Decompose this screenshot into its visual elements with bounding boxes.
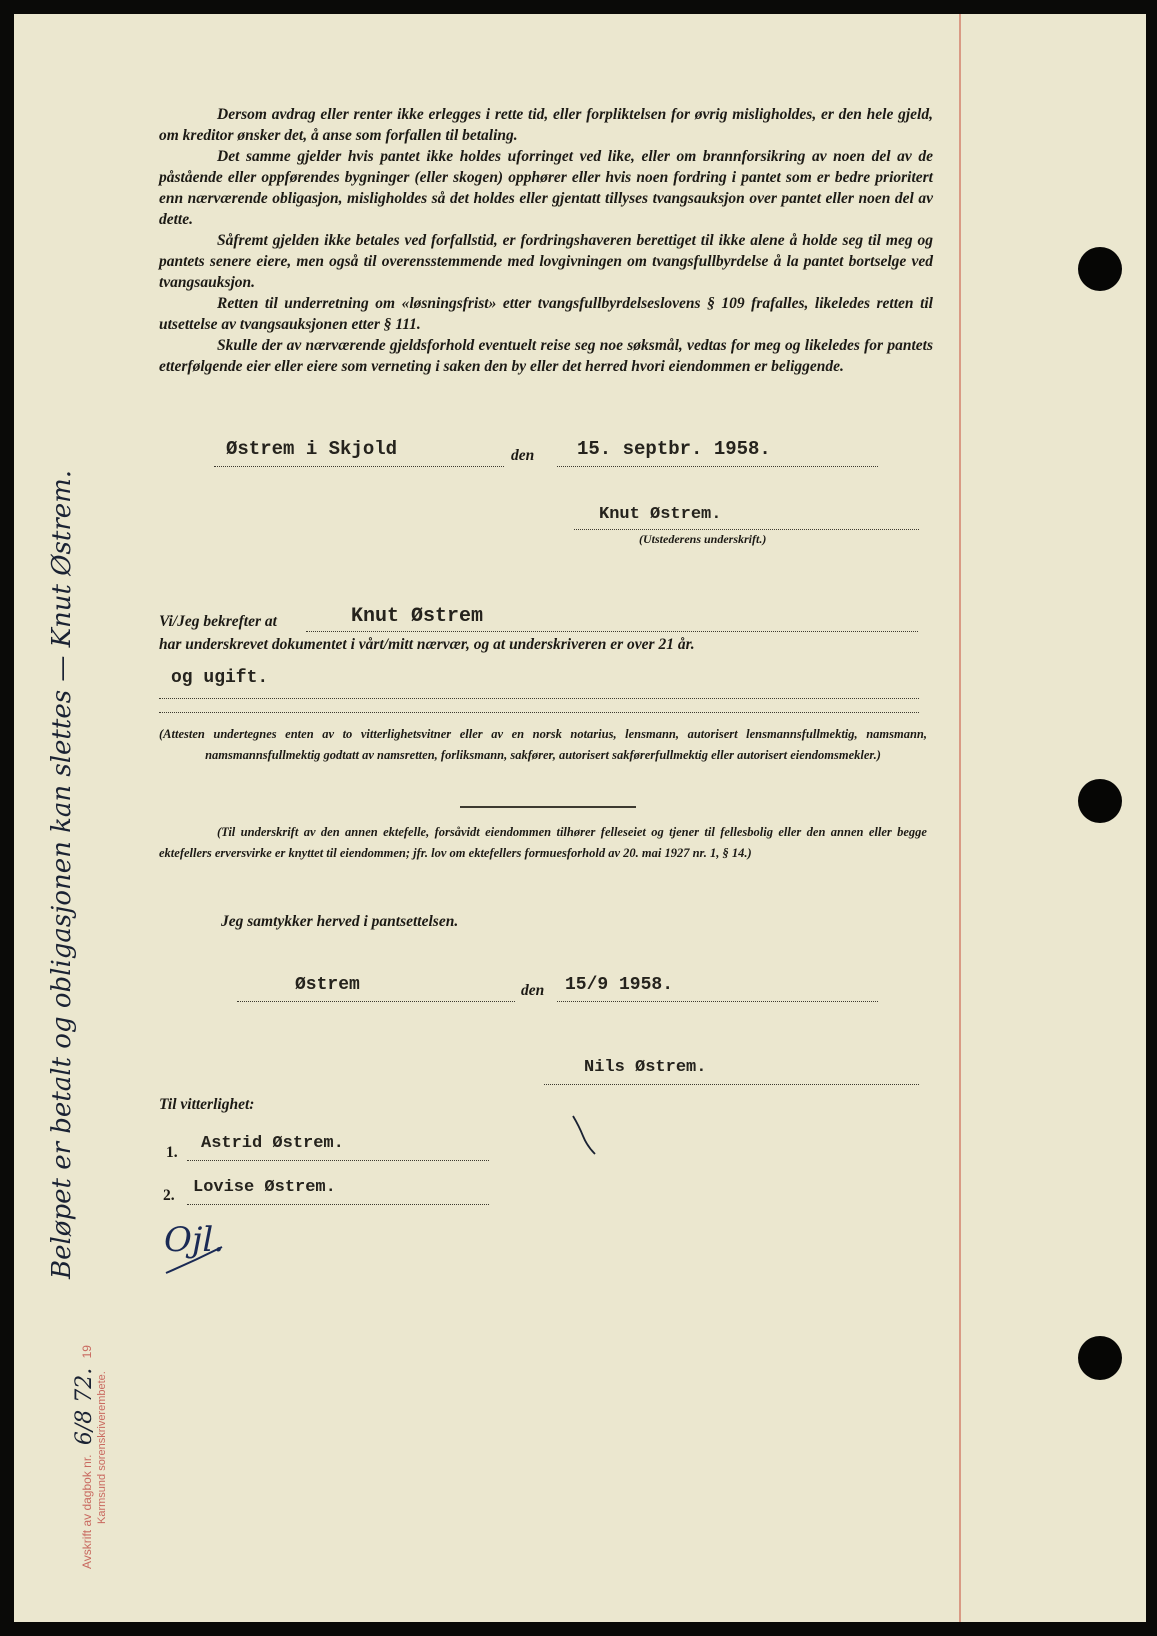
terms-paragraph: Dersom avdrag eller renter ikke erlegges i rette tid, eller forpliktelsen for øvrig misligholdes, er den hele gjeld, om kreditor ønsker det, å anse som forfallen til betaling.	[159, 106, 933, 144]
registry-stamp	[72, 1345, 97, 1569]
spouse-date: 15/9 1958.	[565, 975, 674, 995]
issue-date-line	[557, 436, 878, 467]
issuer-signature-line	[574, 499, 919, 530]
spouse-signature: Nils Østrem.	[584, 1058, 707, 1077]
witness-number: 1.	[166, 1144, 178, 1161]
stamp-year: 19	[80, 1345, 94, 1359]
punch-hole	[1078, 247, 1122, 291]
stamp-line-1: Avskrift av dagbok nr.	[80, 1454, 94, 1569]
section-divider	[460, 806, 636, 808]
punch-hole	[1078, 1336, 1122, 1380]
witness-1-name: Astrid Østrem.	[201, 1134, 344, 1153]
punch-hole	[1078, 779, 1122, 823]
pen-stroke-mark	[569, 1112, 609, 1162]
spouse-place: Østrem	[295, 975, 360, 995]
obligation-terms	[159, 104, 933, 377]
attest-extra: og ugift.	[171, 668, 269, 688]
attest-name: Knut Østrem	[351, 605, 484, 628]
margin-handwritten-note	[47, 470, 77, 1279]
stamp-office	[96, 1371, 108, 1524]
issuer-signature: Knut Østrem.	[599, 505, 722, 524]
attest-statement: har underskrevet dokumentet i vårt/mitt nærvær, og at underskriveren er over 21 år.	[159, 636, 695, 653]
initials-flourish	[164, 1239, 234, 1279]
margin-handwritten-text: Beløpet er betalt og obligasjonen kan slettes — Knut Østrem.	[47, 469, 77, 1279]
spouse-place-line	[237, 969, 515, 1002]
clerk-initials: Ojl.	[164, 1220, 225, 1260]
attest-intro: Vi/Jeg bekrefter at	[159, 613, 277, 630]
spouse-signature-line	[544, 1050, 919, 1085]
document-page	[14, 14, 1146, 1622]
terms-paragraph: Såfremt gjelden ikke betales ved forfallstid, er fordringshaveren berettiget til ikke alene å holde seg til meg og pantets senere eiere, men også til overensstemmende med lovgivningen om tvangsfullbyrdelse å la pantet bortselge ved tvangsauksjon.	[159, 232, 933, 291]
terms-paragraph: Det samme gjelder hvis pantet ikke holdes uforringet ved like, eller om brannforsikring av noen del av de påstående eller oppførendes bygninger (eller skogen) opphører eller hvis noen fordring i pantet som er bedre prioritert enn nærværende obligasjon, misligholdes så det holdes eller gjentatt tillyses tvangsauksjon over pantet eller noen del av dette.	[159, 148, 933, 228]
attest-name-line	[306, 603, 918, 632]
stamp-line-2: Karmsund sorenskriverembete.	[96, 1371, 108, 1524]
spouse-den-label: den	[521, 982, 545, 999]
issue-place: Østrem i Skjold	[226, 438, 398, 460]
terms-paragraph: Skulle der av nærværende gjeldsforhold eventuelt reise seg noe søksmål, vedtas for meg og likeledes for pantets etterfølgende eier eller eiere som verneting i saken den by eller det herred hvori eiendommen er beliggende.	[159, 337, 933, 375]
attest-blank-line	[159, 706, 919, 713]
spouse-consent: Jeg samtykker herved i pantsettelsen.	[221, 913, 459, 930]
issue-place-line	[214, 436, 504, 467]
terms-paragraph: Retten til underretning om «løsningsfrist» etter tvangsfullbyrdelseslovens § 109 frafalles, likeledes retten til utsettelse av tvangsauksjonen etter § 111.	[159, 295, 933, 333]
witness-1-line	[187, 1128, 489, 1161]
issue-date: 15. septbr. 1958.	[577, 438, 771, 460]
attest-extra-line	[159, 664, 919, 699]
margin-rule	[959, 14, 961, 1622]
spouse-date-line	[557, 969, 878, 1002]
witnesses-label: Til vitterlighet:	[159, 1096, 255, 1113]
attest-note: (Attesten undertegnes enten av to vitterlighetsvitner eller av en norsk notarius, lensmann, autorisert lensmannsfullmektig, namsmann, namsmannsfullmektig godtatt av namsretten, forliksmann, sakfører, autorisert sakførerfullmektig eller autorisert eiendomsmekler.)	[159, 727, 927, 762]
issue-den-label: den	[511, 447, 535, 464]
witness-2-name: Lovise Østrem.	[193, 1178, 336, 1197]
issuer-signature-caption: (Utstederens underskrift.)	[639, 532, 767, 546]
spouse-note: (Til underskrift av den annen ektefelle, forsåvidt eiendommen tilhører felleseiet og tjener til fellesbolig eller den annen eller begge ektefellers erversvirke er knyttet til eiendommen; jfr. lov om ektefellers formuesforhold av 20. mai 1927 nr. 1, § 14.)	[159, 825, 927, 860]
stamp-date-handwritten: 6/8 72.	[72, 1367, 97, 1446]
witness-number: 2.	[163, 1187, 175, 1204]
witness-2-line	[187, 1172, 489, 1205]
